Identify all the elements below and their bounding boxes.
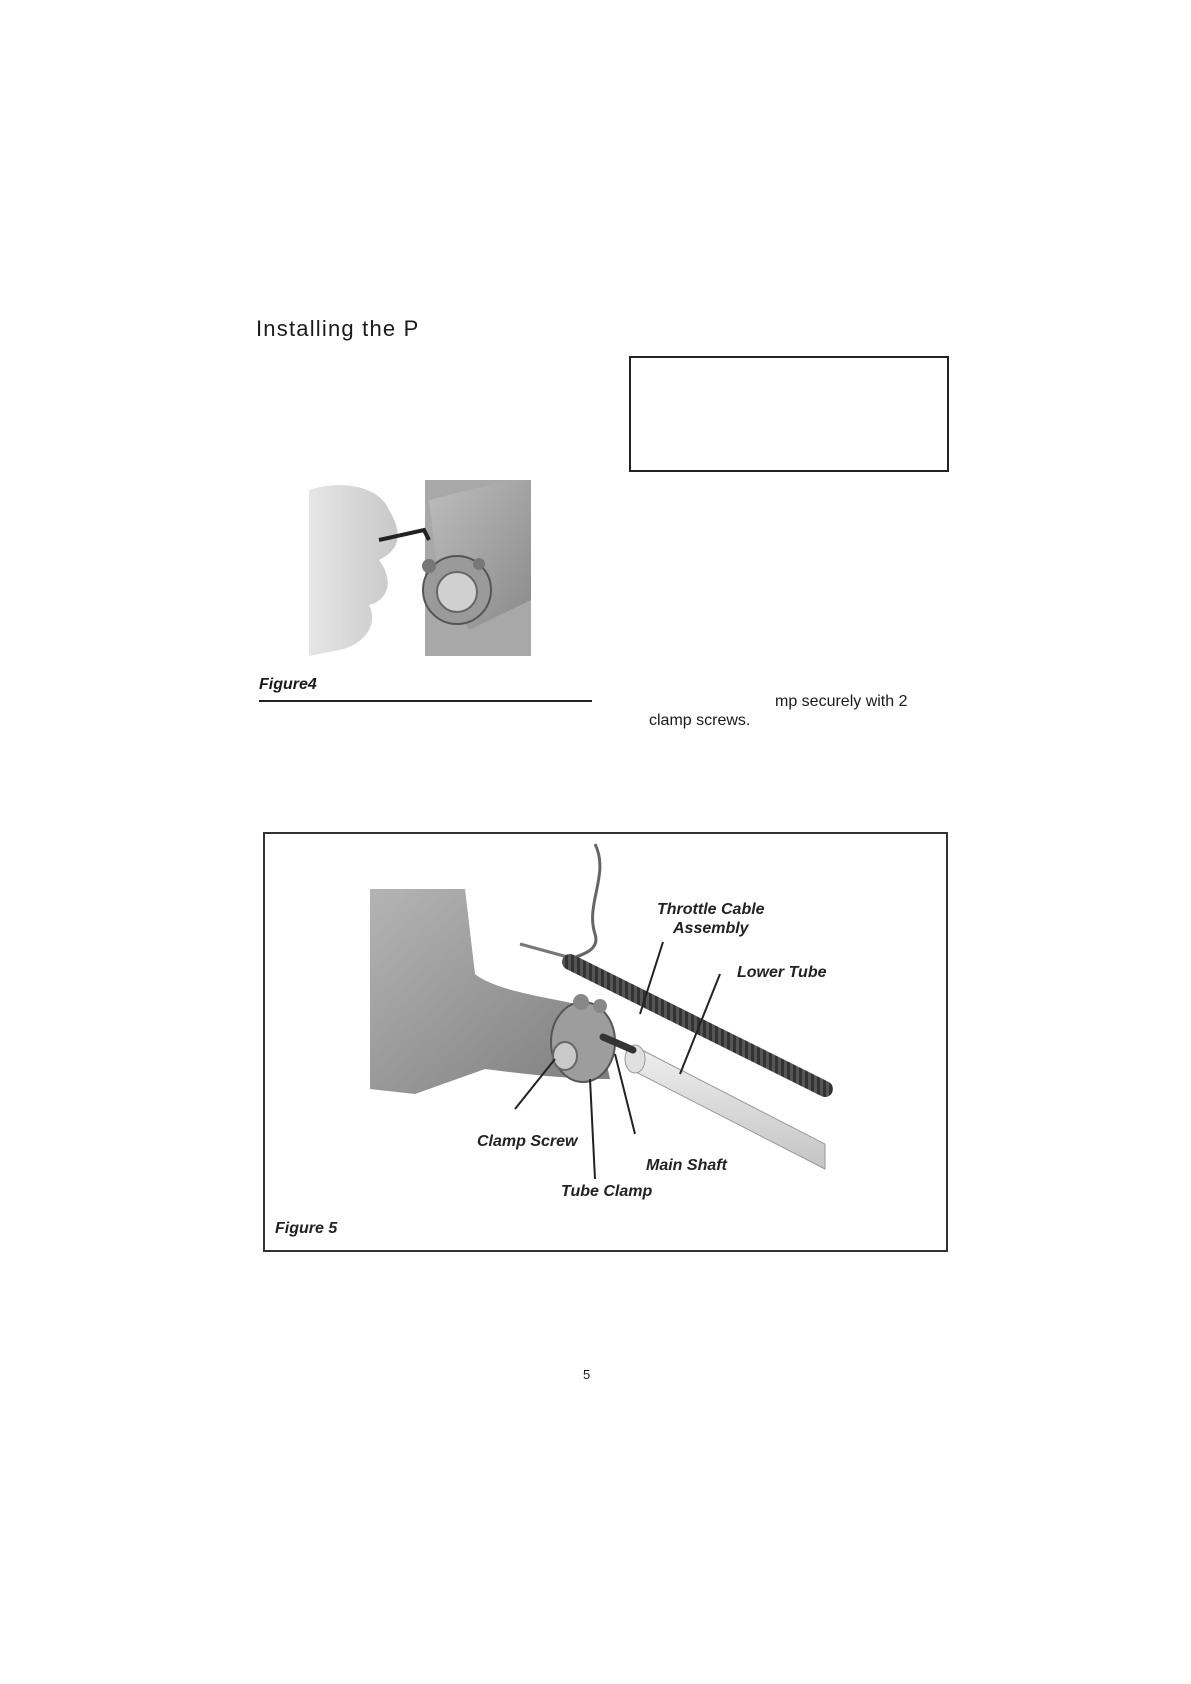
figure5-frame — [263, 832, 948, 1252]
step-text — [649, 692, 908, 730]
notice-box — [629, 356, 949, 472]
figure4-divider — [259, 700, 592, 702]
throttle-cable-label — [657, 900, 765, 938]
step-text-line-1: mp securely with 2 — [775, 693, 908, 710]
throttle-cable-label-line-1: Throttle Cable — [657, 901, 765, 918]
page-number: 5 — [583, 1367, 591, 1382]
lower-tube-label: Lower Tube — [737, 964, 827, 981]
tube-clamp-label: Tube Clamp — [561, 1183, 653, 1200]
clamp-screw-label: Clamp Screw — [477, 1133, 578, 1150]
figure4-photo — [309, 480, 531, 656]
section-title: Installing the P — [256, 316, 420, 341]
main-shaft-label: Main Shaft — [646, 1157, 727, 1174]
step-text-line-2: clamp screws. — [649, 712, 751, 729]
throttle-cable-label-line-2: Assembly — [672, 920, 749, 937]
figure5-caption: Figure 5 — [275, 1220, 338, 1237]
figure4-caption: Figure4 — [259, 676, 317, 693]
